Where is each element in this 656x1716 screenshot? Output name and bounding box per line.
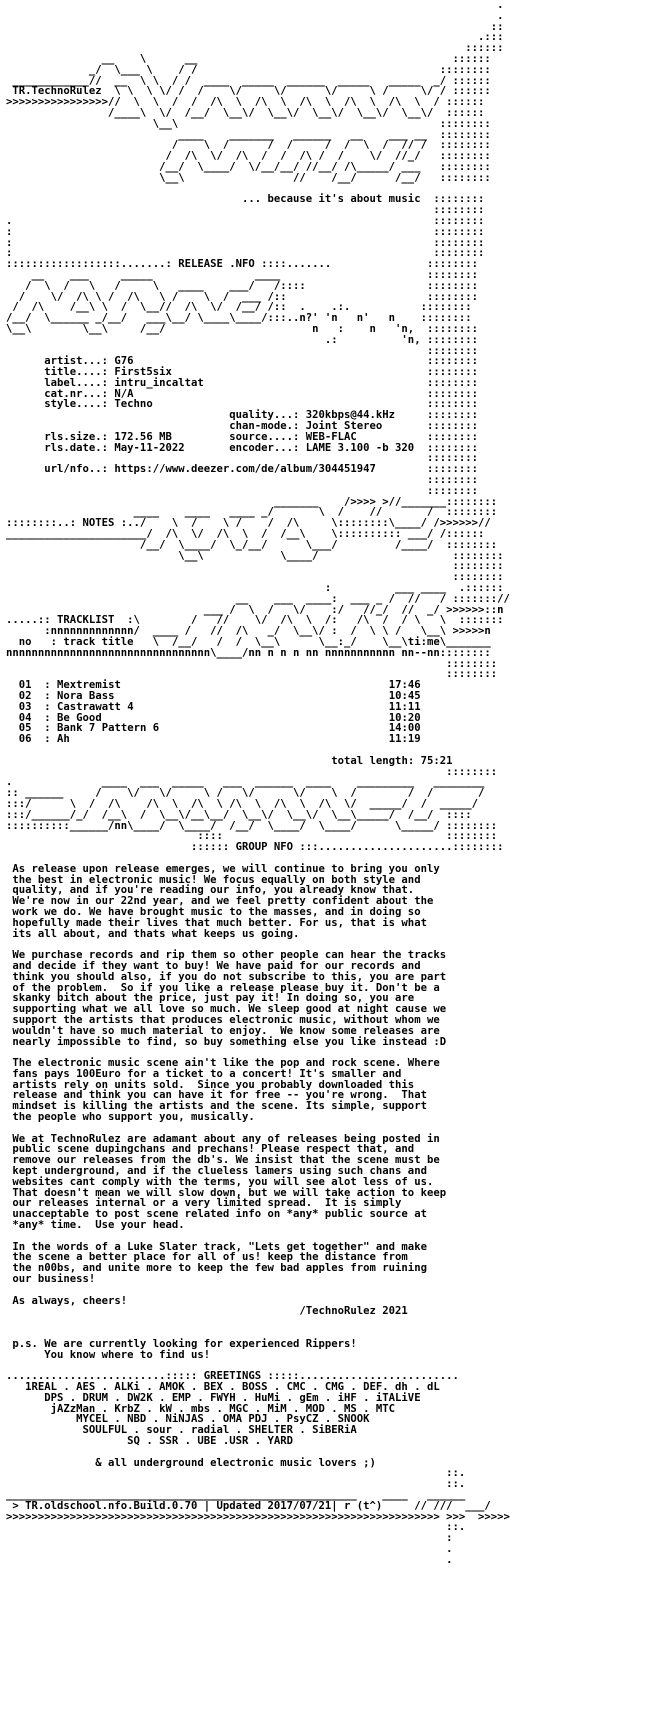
track-time: 10:45 bbox=[388, 690, 421, 702]
group-nfo-text-line: and decide if they want to buy! We have paid for our records and bbox=[6, 959, 421, 972]
greetings-line: MYCEL . NBD . NiNJAS . OMA PDJ . PsyCZ . SNOOK bbox=[6, 1413, 370, 1426]
footer-line: : bbox=[6, 1532, 453, 1545]
header-art-line: : :::::::: bbox=[6, 247, 485, 260]
release-info-line: __ ___ _____ ____ :::::::: bbox=[6, 268, 478, 281]
header-art-line: __ \ __ :::::: bbox=[6, 52, 491, 65]
group-nfo-text-line: *any* time. Use your head. bbox=[6, 1219, 185, 1232]
notes-art-line: _______ />>>> >//_______:::::::: bbox=[6, 495, 498, 508]
greetings-line: SOULFUL . sour . radial . SHELTER . SiBERiA bbox=[6, 1424, 357, 1437]
group-nfo-text-line: our releases internal or a very limited spread. It is simply bbox=[6, 1197, 402, 1210]
group-nfo-text-line: wouldn't have so much material to enjoy. We know some releases are bbox=[6, 1024, 440, 1037]
greetings-line: jAZzMan . KrbZ . kW . mbs . MGC . MiM . MOD . MS . MTC bbox=[6, 1402, 396, 1415]
release-info-line: :::::::: bbox=[6, 452, 478, 465]
group-nfo-text-line: websites cant comply with the terms, you will see alot less of us. bbox=[6, 1175, 434, 1188]
group-nfo-art-line: :: ______ / \/ \/ \ / \/ \/ \ / / / / bbox=[6, 787, 485, 800]
group-nfo-text-line: You know where to find us! bbox=[6, 1348, 211, 1361]
group-nfo-text-line: nearly impossible to find, so buy something else you like instead :D bbox=[6, 1035, 447, 1048]
header-art-line: \__\ // /__/ /__/ :::::::: bbox=[6, 171, 491, 184]
header-art-line: : :::::::: bbox=[6, 225, 485, 238]
header-art-line: .::: bbox=[6, 31, 504, 44]
track-number: 06 bbox=[18, 733, 32, 746]
track-title: Ah bbox=[57, 733, 70, 746]
release-info-line: / /\ /__\ \ / \__// /\ \/ /__/ /:: . .:. :::::::: bbox=[6, 301, 472, 314]
greetings-line: DPS . DRUM . DW2K . EMP . FWYH . HuMi . gEm . iHF . iTALiVE bbox=[6, 1391, 421, 1404]
footer-line: _______________________________________________________ ____ ______ bbox=[6, 1488, 466, 1501]
header-art-line: . bbox=[6, 0, 504, 11]
total-length-row bbox=[6, 756, 656, 767]
group-nfo-text-line: its all about, and thats what keeps us going. bbox=[6, 927, 300, 940]
release-info-line: title....: First5six :::::::: bbox=[6, 366, 478, 379]
notes-art-line: ______________________/ /\ \/ /\ \ / /__\ \:::::::::: ___/ /:::::: bbox=[6, 528, 485, 541]
group-nfo-text-line: hopefully made their lives that much better. For us, that is what bbox=[6, 916, 427, 929]
header-art-line: >>>>>>>>>>>>>>>>// \ \ / / /\ \ /\ \ /\ \ /\ \ /\ \ / :::::: bbox=[6, 96, 485, 109]
group-nfo-text-line: public scene dupingchans and prechans! Please respect that, and bbox=[6, 1143, 415, 1156]
group-nfo-art-line: :::/______/_/ /__\ / \__\/__\__/ \__\/ \__\/ \__\_____/ /__/ :::: bbox=[6, 808, 472, 821]
group-nfo-text-line: the best in electronic music! We focus equally on both style and bbox=[6, 873, 421, 886]
release-info-line: / \/ /\ \ / /\ \ / \ / ___ /:: :::::::: bbox=[6, 290, 478, 303]
header-art-line: /____\ \/ /__/ \__\/ \__\/ \__\/ \__\/ \__\/ :::::: bbox=[6, 106, 485, 119]
group-nfo-text-line: We purchase records and rip them so other people can hear the tracks bbox=[6, 949, 447, 962]
group-nfo-text-line: remove our releases from the db's. We insist that the scene must be bbox=[6, 1154, 440, 1167]
release-info-line: :::::::: bbox=[6, 484, 478, 497]
group-nfo-text-line: kept underground, and if the clueless lamers using such chans and bbox=[6, 1165, 427, 1178]
track-indent bbox=[6, 733, 19, 745]
release-info-line: ::::::::::::::::::.......: RELEASE .NFO ::::....... :::::::: bbox=[6, 258, 478, 271]
total-length-label: total length: bbox=[331, 754, 415, 767]
group-nfo-text-line: We at TechnoRulez are adamant about any of releases being posted in bbox=[6, 1132, 440, 1145]
greetings-line: SQ . SSR . UBE .USR . YARD bbox=[6, 1434, 294, 1447]
track-number: 05 bbox=[18, 722, 32, 735]
group-nfo-text-line: the people who support you, musically. bbox=[6, 1111, 255, 1124]
track-title: Be Good bbox=[57, 711, 102, 724]
greetings-line: 1REAL . AES . ALKi . AMOK . BEX . BOSS . CMC . CMG . DEF. dh . dL bbox=[6, 1381, 440, 1393]
notes-art-line: /__/ \____/ \_/__/ \___/ /____/ :::::::: bbox=[6, 538, 498, 551]
header-art-line: ____ _______ ______ __ ___ __ :::::::: bbox=[6, 128, 491, 141]
track-title: Mextremist bbox=[57, 679, 121, 692]
release-info-line: quality...: 320kbps@44.kHz :::::::: bbox=[6, 409, 478, 422]
track-number: 01 bbox=[18, 679, 32, 692]
footer-line: ::. bbox=[6, 1521, 466, 1534]
release-info-line: cat.nr...: N/A :::::::: bbox=[6, 387, 478, 400]
notes-section bbox=[6, 497, 656, 583]
release-info-line: chan-mode.: Joint Stereo :::::::: bbox=[6, 420, 478, 433]
track-separator: : bbox=[31, 733, 58, 746]
header-art-line: / /\ \/ /\ / / /\ / / \/ //_/ :::::::: bbox=[6, 150, 491, 163]
footer-line: . bbox=[6, 1553, 453, 1566]
header-art-line: :::::: bbox=[6, 42, 504, 55]
tracklist-header-line: :nnnnnnnnnnnnn/ ____ / // /\ _/ \__\/ : / \ \ / \__\ >>>>>n bbox=[6, 625, 491, 638]
header-art-line: :: bbox=[6, 20, 504, 33]
group-nfo-text-line: skanky bitch about the price, just pay it! In doing so, you are bbox=[6, 992, 415, 1005]
tracklist-header-line: :::::::: bbox=[6, 657, 498, 670]
release-info-line: :::::::: bbox=[6, 344, 478, 357]
tracklist-section bbox=[6, 583, 656, 680]
footer-line: . bbox=[6, 1542, 453, 1555]
group-nfo-art-line: :::: :::::::: bbox=[6, 830, 498, 843]
group-nfo-text-line: artists rely on units sold. Since you probably downloaded this bbox=[6, 1078, 415, 1091]
group-nfo-text-line: our business! bbox=[6, 1273, 96, 1286]
group-nfo-art-line: :::::: GROUP NFO :::.....................:::::::: bbox=[6, 841, 504, 854]
total-length-value: 75:21 bbox=[420, 754, 453, 767]
header-logo-section bbox=[6, 0, 656, 259]
release-info-line: rls.size.: 172.56 MB source....: WEB-FLAC :::::::: bbox=[6, 430, 478, 443]
group-nfo-art-line: :::/ \ / /\ /\ \ /\ \ /\ \ /\ \ /\ \/ _____/ / _____/ bbox=[6, 797, 478, 810]
header-art-line: ____________// __ \ \ / / ____ _____ ______ _____ _____ _/ :::::: bbox=[6, 74, 491, 87]
track-separator: : bbox=[31, 679, 58, 692]
greetings-list bbox=[6, 1382, 656, 1468]
group-nfo-text-line: quality, and if you're reading our info, you already know that. bbox=[6, 884, 415, 897]
release-info-line: rls.date.: May-11-2022 encoder...: LAME 3.100 -b 320 :::::::: bbox=[6, 441, 478, 454]
track-time: 14:00 bbox=[388, 722, 421, 735]
group-nfo-text-line: of the problem. So if you like a release please buy it. Don't be a bbox=[6, 981, 440, 994]
track-separator: : bbox=[31, 700, 58, 713]
blank-line bbox=[6, 1285, 656, 1296]
footer-line: >>>>>>>>>>>>>>>>>>>>>>>>>>>>>>>>>>>>>>>>>>>>>>>>>>>>>>>>>>>>>>>>>>>> >>> >>>>> bbox=[6, 1510, 510, 1523]
track-title: Nora Bass bbox=[57, 690, 115, 702]
header-art-line: TR.TechnoRulez \ \ \ \/ / / \/ \/ \/ \ / \/ / :::::: bbox=[6, 85, 491, 98]
group-nfo-text-line: /TechnoRulez 2021 bbox=[6, 1305, 408, 1318]
group-nfo-art-line: . ____ ___ _____ ___ ______ ____ _________ ________ bbox=[6, 776, 485, 789]
group-nfo-text-line: unacceptable to post scene related info on *any* public source at bbox=[6, 1208, 427, 1221]
notes-art-line: ::::::::..: NOTES :../ \ / \ / / /\ \::::::::\____/ />>>>>>// bbox=[6, 517, 491, 530]
greetings-line: & all underground electronic music lovers ;) bbox=[6, 1456, 376, 1469]
track-title: Castrawatt 4 bbox=[57, 700, 134, 713]
footer-line: ::. bbox=[6, 1467, 466, 1480]
track-number: 04 bbox=[18, 711, 32, 724]
header-art-line: /__/ \____/ \/__/__/ //__/ /\_____/ ___ :::::::: bbox=[6, 160, 491, 173]
header-art-line: ... because it's about music :::::::: bbox=[6, 193, 485, 206]
group-nfo-text-line: mindset is killing the artists and the scene. Its simple, support bbox=[6, 1100, 427, 1113]
release-info-line: :::::::: bbox=[6, 474, 478, 487]
track-separator: : bbox=[31, 711, 58, 724]
notes-art-line: \__\ \____/ :::::::: bbox=[6, 549, 504, 562]
group-nfo-text-line: fans pays 100Euro for a ticket to a concert! It's smaller and bbox=[6, 1067, 402, 1080]
notes-art-line: :::::::: bbox=[6, 560, 504, 573]
group-nfo-text-line: In the words of a Luke Slater track, "Lets get together" and make bbox=[6, 1240, 427, 1253]
tracklist-header-line: __ ___ ____: ___ _ / // / :::::::// bbox=[6, 592, 510, 605]
blank-line bbox=[6, 1317, 656, 1328]
release-nfo-section bbox=[6, 259, 656, 497]
track-time: 11:19 bbox=[388, 733, 421, 746]
group-nfo-art-line: ::::::::::______/nn\____/ \____/ /__/ \____/ \____/ \_____/ :::::::: bbox=[6, 819, 498, 832]
group-nfo-text-line: think you should also, if you do not subscribe to this, you are part bbox=[6, 970, 447, 983]
notes-art-line: :::::::: bbox=[6, 571, 504, 584]
track-time: 17:46 bbox=[388, 679, 421, 692]
track-table bbox=[6, 680, 656, 756]
tracklist-header-line: nnnnnnnnnnnnnnnnnnnnnnnnnnnnnnnn\____/nn n n n nn nnnnnnnnnnn nn--nn:::::::: bbox=[6, 646, 491, 659]
footer-section bbox=[6, 1468, 656, 1565]
group-nfo-text-line: As always, cheers! bbox=[6, 1294, 128, 1307]
group-nfo-text-line: support the artists that produces electronic music, without whom we bbox=[6, 1013, 440, 1026]
header-art-line: / \ / / / / / \ / // / :::::::: bbox=[6, 139, 491, 152]
group-nfo-text-line: That doesn't mean we will slow down, but we will take action to keep bbox=[6, 1186, 447, 1199]
track-title: Bank 7 Pattern 6 bbox=[57, 722, 160, 735]
release-info-line: artist...: G76 :::::::: bbox=[6, 355, 478, 368]
nfo-document bbox=[6, 0, 656, 1716]
track-number: 03 bbox=[18, 700, 32, 713]
group-nfo-text-line: The electronic music scene ain't like the pop and rock scene. Where bbox=[6, 1057, 440, 1070]
track-time: 10:20 bbox=[388, 711, 421, 724]
group-nfo-text-line: the scene a better place for all of us! keep the distance from bbox=[6, 1251, 408, 1264]
group-nfo-text-line: As release upon release emerges, we will continue to bring you only bbox=[6, 862, 440, 875]
greetings-title: .........................::::: GREETINGS :::::......................... bbox=[6, 1370, 459, 1383]
group-nfo-text-line: release and think you can have it for free -- you're wrong. That bbox=[6, 1089, 427, 1102]
release-info-line: /__/ \______ _/__/ ___\__/ \____\____/:::..n?' 'n n' n :::::::: bbox=[6, 312, 472, 325]
total-length-pad bbox=[6, 755, 331, 767]
group-nfo-text-line: supporting what we all love so much. We sleep good at night cause we bbox=[6, 1003, 447, 1016]
header-art-line: . bbox=[6, 9, 504, 22]
total-length bbox=[6, 756, 656, 767]
group-nfo-text-line: the n00bs, and unite more to keep the few bad apples from ruining bbox=[6, 1262, 427, 1275]
track-number: 02 bbox=[18, 690, 32, 702]
release-info-line: \__\ \__\ /__/ n : n 'n, :::::::: bbox=[6, 322, 478, 335]
group-nfo-text-line: p.s. We are currently looking for experienced Rippers! bbox=[6, 1337, 357, 1350]
header-art-line: :::::::: bbox=[6, 204, 485, 217]
header-art-line: : :::::::: bbox=[6, 236, 485, 249]
footer-line: > TR.oldschool.nfo.Build.0.70 | Updated 2017/07/21| r (t^) // /// ___/ bbox=[6, 1499, 491, 1512]
notes-art-line: ____ ____ ____ _/ \ / // / :::::::: bbox=[6, 506, 498, 519]
tracklist-header-line: :::::::: bbox=[6, 668, 498, 681]
tracklist-header-line: no : track title \ /__/ / / \__\ \__:_/ \__\ti:me\_______ bbox=[6, 636, 491, 649]
release-info-line: .: 'n, :::::::: bbox=[6, 333, 478, 346]
release-info-line: / \ / \ / \ ____ ___/ /:::: :::::::: bbox=[6, 279, 478, 292]
group-nfo-art-line: :::::::: bbox=[6, 765, 498, 778]
group-nfo-text-line: work we do. We have brought music to the masses, and in doing so bbox=[6, 905, 421, 918]
header-art-line: \__\ :::::::: bbox=[6, 117, 491, 130]
tracklist-header-line: : ___ ____ .:::::: bbox=[6, 582, 504, 595]
release-info-line: url/nfo..: https://www.deezer.com/de/album/304451947 :::::::: bbox=[6, 463, 478, 476]
track-separator: : bbox=[31, 690, 58, 702]
header-art-line: _/ \___ \ / / :::::::: bbox=[6, 63, 491, 76]
greetings-line bbox=[6, 1447, 656, 1458]
track-separator: : bbox=[31, 722, 58, 735]
tracklist-header-line: ___ / \ / \/ :/ //_/ // _/ >>>>>>::n bbox=[6, 603, 504, 616]
release-info-line: style....: Techno :::::::: bbox=[6, 398, 478, 411]
header-art-line: . :::::::: bbox=[6, 214, 485, 227]
tracklist-header-line: .....:: TRACKLIST :\ / // \/ /\ \ /: /\ / / \ \ ::::::: bbox=[6, 614, 504, 627]
release-info-line: label....: intru_incaltat :::::::: bbox=[6, 376, 478, 389]
footer-line: ::. bbox=[6, 1478, 466, 1491]
track-time: 11:11 bbox=[388, 700, 421, 713]
track-gap bbox=[70, 733, 389, 745]
group-nfo-section bbox=[6, 767, 656, 1372]
track-row bbox=[6, 734, 656, 745]
group-nfo-text-line: We're now in our 22nd year, and we feel pretty confident about the bbox=[6, 895, 434, 908]
